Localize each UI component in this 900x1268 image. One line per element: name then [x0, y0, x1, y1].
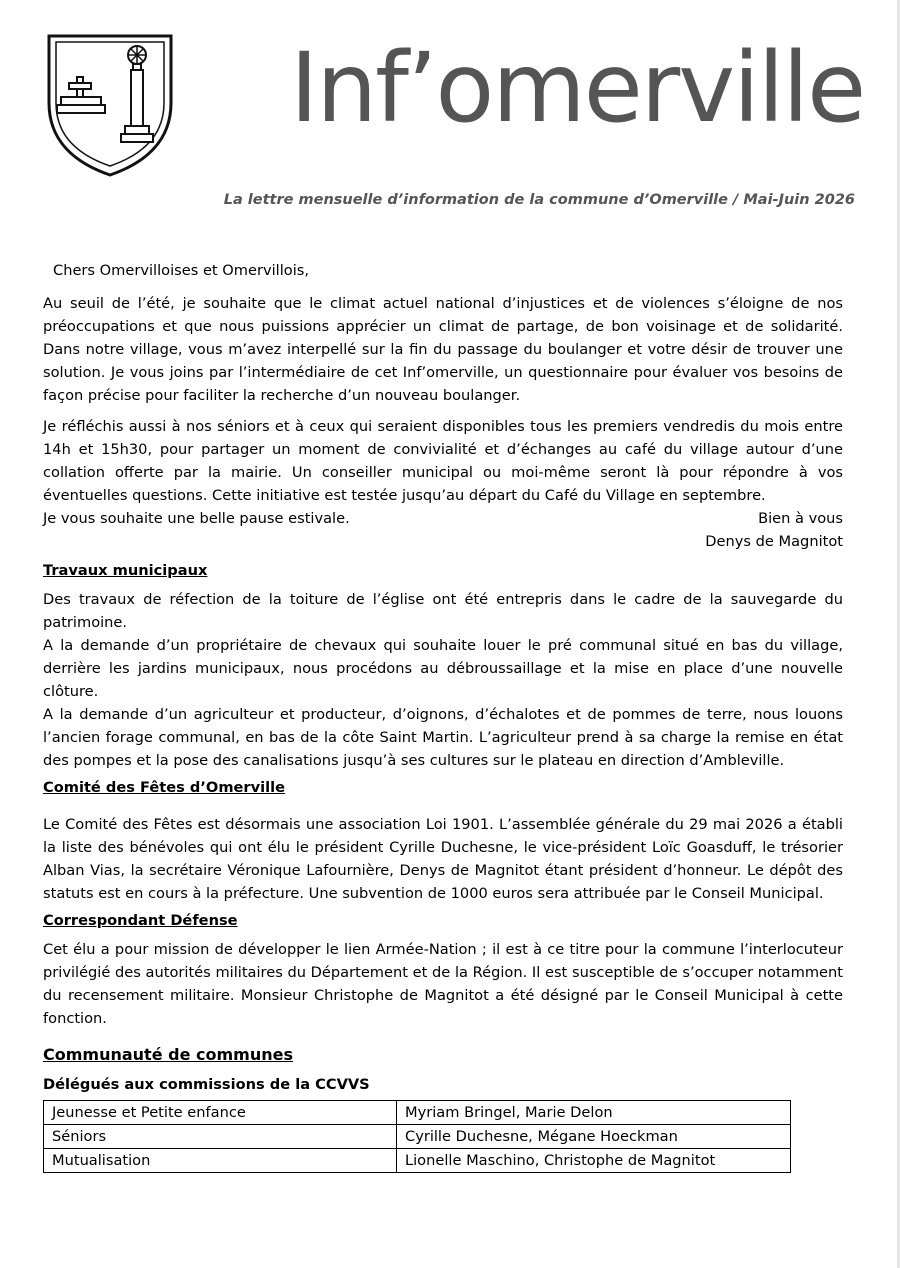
defense-paragraph: Cet élu a pour mission de développer le lien Armée-Nation ; il est à ce titre pour la commune l’interlocuteur privilégié des autorités militaires du Département et de la Région. Il est susceptible de s’occuper notamment du recensement militaire. Monsieur Christophe de Magnitot a été désigné par le Conseil Municipal à cette fonction.: [43, 941, 843, 1027]
newsletter-subtitle: La lettre mensuelle d’information de la commune d’Omerville / Mai-Juin 2026: [223, 192, 855, 208]
newsletter-body: [43, 259, 843, 1173]
travaux-paragraph: A la demande d’un propriétaire de chevaux qui souhaite louer le pré communal situé en bas du village, derrière les jardins municipaux, nous procédons au débroussaillage et la mise en place d’une nouvelle clôture.: [43, 637, 843, 700]
section-title-travaux: Travaux municipaux: [43, 562, 208, 579]
coat-of-arms-icon: [45, 33, 175, 178]
editorial-paragraph: Au seuil de l’été, je souhaite que le climat actuel national d’injustices et de violences s’éloigne de nos préoccupations et que nous puissions apprécier un climat de partage, de bon voisinage et de solidarité. Dans notre village, vous m’avez interpellé sur la fin du passage du boulanger et votre désir de trouver une solution. Je vous joins par l’intermédiaire de cet Inf’omerville, un questionnaire pour évaluer vos besoins de façon précise pour faciliter la recherche d’un nouveau boulanger.: [43, 295, 843, 404]
travaux-paragraph: A la demande d’un agriculteur et producteur, d’oignons, d’échalotes et de pommes de terre, nous louons l’ancien forage communal, en bas de la côte Saint Martin. L’agriculteur prend à sa charge la remise en état des pompes et la pose des canalisations jusqu’à ses cultures sur le plateau en direction d’Ambleville.: [43, 706, 843, 769]
wish-text: Je vous souhaite une belle pause estivale.: [43, 510, 350, 527]
table-row: [44, 1125, 791, 1149]
salutation: Chers Omervilloises et Omervillois,: [53, 262, 309, 279]
comite-paragraph: Le Comité des Fêtes est désormais une association Loi 1901. L’assemblée générale du 29 mai 2026 a établi la liste des bénévoles qui ont élu le président Cyrille Duchesne, le vice-président Loïc Goasduff, le trésorier Alban Vias, la secrétaire Véronique Lafournière, Denys de Magnitot étant président d’honneur. Le dépôt des statuts est en cours à la préfecture. Une subvention de 1000 euros sera attribuée par le Conseil Municipal.: [43, 816, 843, 902]
travaux-paragraph: Des travaux de réfection de la toiture de l’église ont été entrepris dans le cadre de la sauvegarde du patrimoine.: [43, 591, 843, 631]
table-row: [44, 1149, 791, 1173]
newsletter-title: Inf’omerville: [290, 32, 865, 144]
delegates-cell: Myriam Bringel, Marie Delon: [397, 1101, 791, 1125]
delegates-table: [43, 1100, 791, 1173]
table-row: [44, 1101, 791, 1125]
closing-row: [43, 507, 843, 530]
commission-cell: Mutualisation: [44, 1149, 397, 1173]
editorial-paragraph: Je réfléchis aussi à nos séniors et à ceux qui seraient disponibles tous les premiers vendredis du mois entre 14h et 15h30, pour partager un moment de convivialité et d’échanges au café du village autour d’une collation offerte par la mairie. Un conseiller municipal ou moi-même seront là pour répondre à vos éventuelles questions. Cette initiative est testée jusqu’au départ du Café du Village en septembre.: [43, 418, 843, 504]
commission-cell: Jeunesse et Petite enfance: [44, 1101, 397, 1125]
closing-text: Bien à vous: [758, 510, 843, 527]
section-title-defense: Correspondant Défense: [43, 912, 238, 929]
commission-cell: Séniors: [44, 1125, 397, 1149]
delegates-cell: Lionelle Maschino, Christophe de Magnitot: [397, 1149, 791, 1173]
section-title-comite: Comité des Fêtes d’Omerville: [43, 779, 286, 796]
signature: Denys de Magnitot: [705, 533, 843, 550]
delegates-cell: Cyrille Duchesne, Mégane Hoeckman: [397, 1125, 791, 1149]
section-title-communaute: Communauté de communes: [43, 1045, 293, 1064]
delegates-subtitle: Délégués aux commissions de la CCVVS: [43, 1076, 370, 1093]
